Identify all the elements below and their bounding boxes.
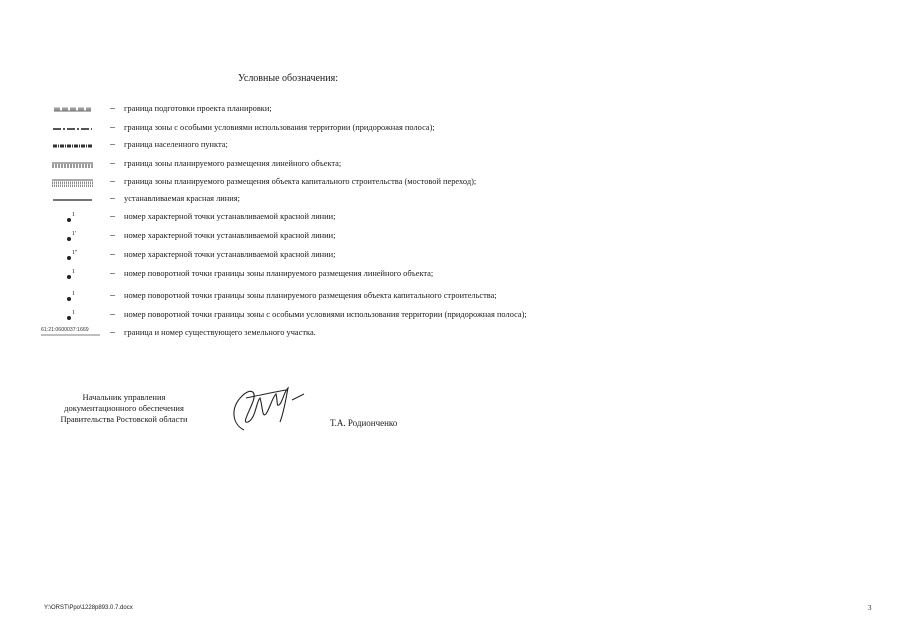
- legend-description: граница зоны с особыми условиями использования территории (придорожная полоса);: [124, 123, 435, 132]
- point-marker-symbol: [45, 248, 100, 264]
- legend-dash: –: [110, 249, 115, 260]
- legend-dash: –: [110, 230, 115, 241]
- capital-construction-zone-symbol: [45, 175, 100, 191]
- red-line-symbol: [45, 192, 100, 208]
- legend-item-capital-construction-turn-point: [0, 289, 905, 305]
- legend-description: номер поворотной точки границы зоны планируемого размещения линейного объекта;: [124, 269, 434, 278]
- legend-dash: –: [110, 122, 115, 133]
- legend-item-red-line-point: [0, 210, 905, 226]
- signer-position-line: Правительства Ростовской области: [60, 414, 188, 424]
- point-marker-symbol: [45, 308, 100, 324]
- legend-item-red-line-point: [0, 248, 905, 264]
- legend-dash: –: [110, 268, 115, 279]
- legend-dash: –: [110, 211, 115, 222]
- parcel-number-label: 61:21:0600037:1669: [41, 327, 89, 333]
- legend-dash: –: [110, 290, 115, 301]
- parcel-boundary-symbol: [40, 326, 102, 342]
- point-marker-label: 1: [72, 291, 75, 297]
- legend-item-special-zone: [0, 121, 905, 137]
- point-marker-label: 1'': [72, 250, 78, 256]
- settlement-boundary-symbol: [45, 138, 100, 154]
- legend-description: граница подготовки проекта планировки;: [124, 104, 272, 113]
- legend-item-red-line-point: [0, 229, 905, 245]
- legend-description: граница зоны планируемого размещения линейного объекта;: [124, 159, 342, 168]
- legend-dash: –: [110, 158, 115, 169]
- legend-item-linear-object-turn-point: [0, 267, 905, 283]
- file-path: Y:\ORST\Ppo\1228p893.0.7.docx: [44, 605, 133, 611]
- point-marker-symbol: [45, 229, 100, 245]
- legend-dash: –: [110, 309, 115, 320]
- legend-dash: –: [110, 176, 115, 187]
- point-marker-symbol: [45, 267, 100, 283]
- planning-boundary-symbol: [45, 102, 100, 118]
- legend-dash: –: [110, 103, 115, 114]
- legend-item-planning-boundary: [0, 102, 905, 118]
- legend-item-parcel-boundary: [0, 326, 905, 342]
- legend-description: номер характерной точки устанавливаемой красной линии;: [124, 231, 336, 240]
- legend-item-red-line: [0, 192, 905, 208]
- legend-description: номер характерной точки устанавливаемой красной линии;: [124, 212, 336, 221]
- legend-item-linear-object-zone: [0, 157, 905, 173]
- point-marker-symbol: [45, 289, 100, 305]
- special-zone-boundary-symbol: [45, 121, 100, 137]
- legend-item-special-zone-turn-point: [0, 308, 905, 324]
- legend-item-capital-construction-zone: [0, 175, 905, 191]
- point-marker-label: 1: [72, 310, 75, 316]
- legend-description: номер характерной точки устанавливаемой красной линии;: [124, 250, 336, 259]
- signer-position-line: документационного обеспечения: [64, 403, 184, 413]
- legend-description: устанавливаемая красная линия;: [124, 194, 240, 203]
- point-marker-label: 1: [72, 269, 75, 275]
- page-number: 3: [868, 604, 872, 612]
- legend-description: номер поворотной точки границы зоны планируемого размещения объекта капитального строительства;: [124, 291, 497, 300]
- legend-dash: –: [110, 193, 115, 204]
- signer-position: [40, 392, 208, 425]
- legend-description: граница зоны планируемого размещения объекта капитального строительства (мостовой переход);: [124, 177, 477, 186]
- legend-dash: –: [110, 139, 115, 150]
- legend-dash: –: [110, 327, 115, 338]
- legend-item-settlement: [0, 138, 905, 154]
- point-marker-label: 1': [72, 231, 77, 237]
- point-marker-label: 1: [72, 212, 75, 218]
- signer-position-line: Начальник управления: [82, 392, 166, 402]
- point-marker-symbol: [45, 210, 100, 226]
- linear-object-zone-symbol: [45, 157, 100, 173]
- signer-name: Т.А. Родионченко: [330, 418, 398, 428]
- legend-description: номер поворотной точки границы зоны с особыми условиями использования территории (придорожная полоса);: [124, 310, 527, 319]
- legend-description: граница населенного пункта;: [124, 140, 228, 149]
- legend-heading: Условные обозначения:: [238, 73, 339, 84]
- legend-description: граница и номер существующего земельного участка.: [124, 328, 316, 337]
- handwritten-signature: [226, 378, 312, 440]
